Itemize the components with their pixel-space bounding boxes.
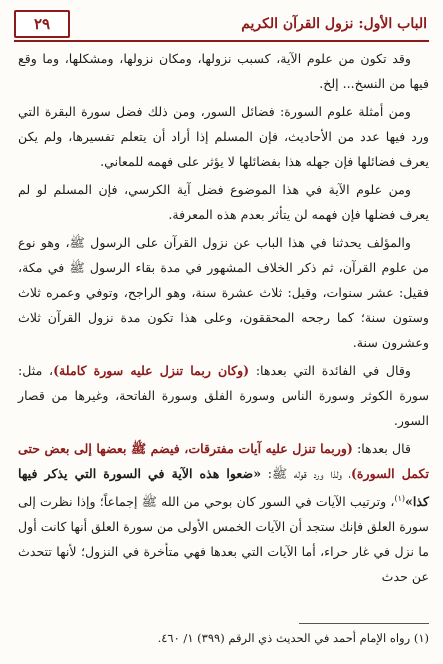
main-text: [18, 46, 429, 592]
hadith-quote: «ضعوا هذه الآية في السورة التي يذكر فيها كذا»: [18, 466, 429, 510]
quoted-text: (وكان ربما تنزل عليه سورة كاملة): [53, 363, 250, 378]
page-number: ٢٩: [14, 10, 70, 38]
footnote: (١) رواه الإمام أحمد في الحديث ذي الرقم (٣٩٩) ١/ ٤٦٠.: [157, 631, 429, 645]
paragraph-5: [18, 358, 429, 433]
paragraph-6: [18, 436, 429, 589]
paragraph-4: والمؤلف يحدثنا في هذا الباب عن نزول القرآن على الرسول ﷺ، وهو نوع من علوم القرآن، ثم ذكر الخلاف المشهور في مدة بقاء الرسول ﷺ في مكة، فقيل: عشر سنوات، وقيل: ثلاث عشرة سنة، وهو الراجح، وتوفي وعمره ثلاث وستون سنة؛ كما رجحه المحققون، وعلى هذا تكون مدة نزول القرآن ثلاث وعشرون سنة.: [18, 235, 429, 350]
p5-rest: ، مثل: سورة الكوثر وسورة الناس وسورة الفلق وسورة الفاتحة، وغيرها من قصار السور.: [18, 363, 429, 428]
footnote-divider: [299, 623, 429, 624]
page-header: [14, 10, 429, 38]
quoted-text: (وربما تنزل عليه آيات مفترقات، فيضم ﷺ بعضها إلى بعض حتى تكمل السورة): [18, 441, 429, 481]
paragraph-1: وقد تكون من علوم الآية، كسبب نزولها، ومكان نزولها، ومشكلها، وما وقع فيها من النسخ... إلخ.: [18, 51, 429, 91]
p6-rest: ، وترتيب الآيات في السور كان بوحي من الله ﷺ إجماعاً؛ وإذا نظرت إلى سورة العلق فإنك ستجد أن الآيات الخمس الأولى من سورة العلق أنها كانت أول ما نزل في غار حراء، أما الآيات التي بعدها فهي متأخرة في النزول؛ لأنها تتحدث عن حدث: [18, 494, 429, 585]
paragraph-2: ومن أمثلة علوم السورة: فضائل السور، ومن ذلك فضل سورة البقرة التي ورد فيها عدد من الأحاديث، فإن المسلم إذا أراد أن يتعلم تفسيرها، ولم يكن يعرف فضائلها فإن جهله هذا بفضائلها لا يؤثر على فهمه للمعاني.: [18, 104, 429, 169]
chapter-title: الباب الأول: نزول القرآن الكريم: [241, 16, 427, 32]
p5-intro: وقال في الفائدة التي بعدها:: [249, 363, 411, 378]
p6-intro: قال بعدها:: [352, 441, 411, 456]
footnote-reference: (١): [394, 494, 406, 503]
paragraph-3: ومن علوم الآية في هذا الموضوع فضل آية الكرسي، فإن المسلم لو لم يعرف فضلها فإن فهمه لن يتأثر بعدم هذه المعرفة.: [18, 182, 429, 222]
header-divider: [14, 40, 429, 42]
p6-mid: ، ولذا ورد قوله ﷺ:: [261, 466, 351, 481]
